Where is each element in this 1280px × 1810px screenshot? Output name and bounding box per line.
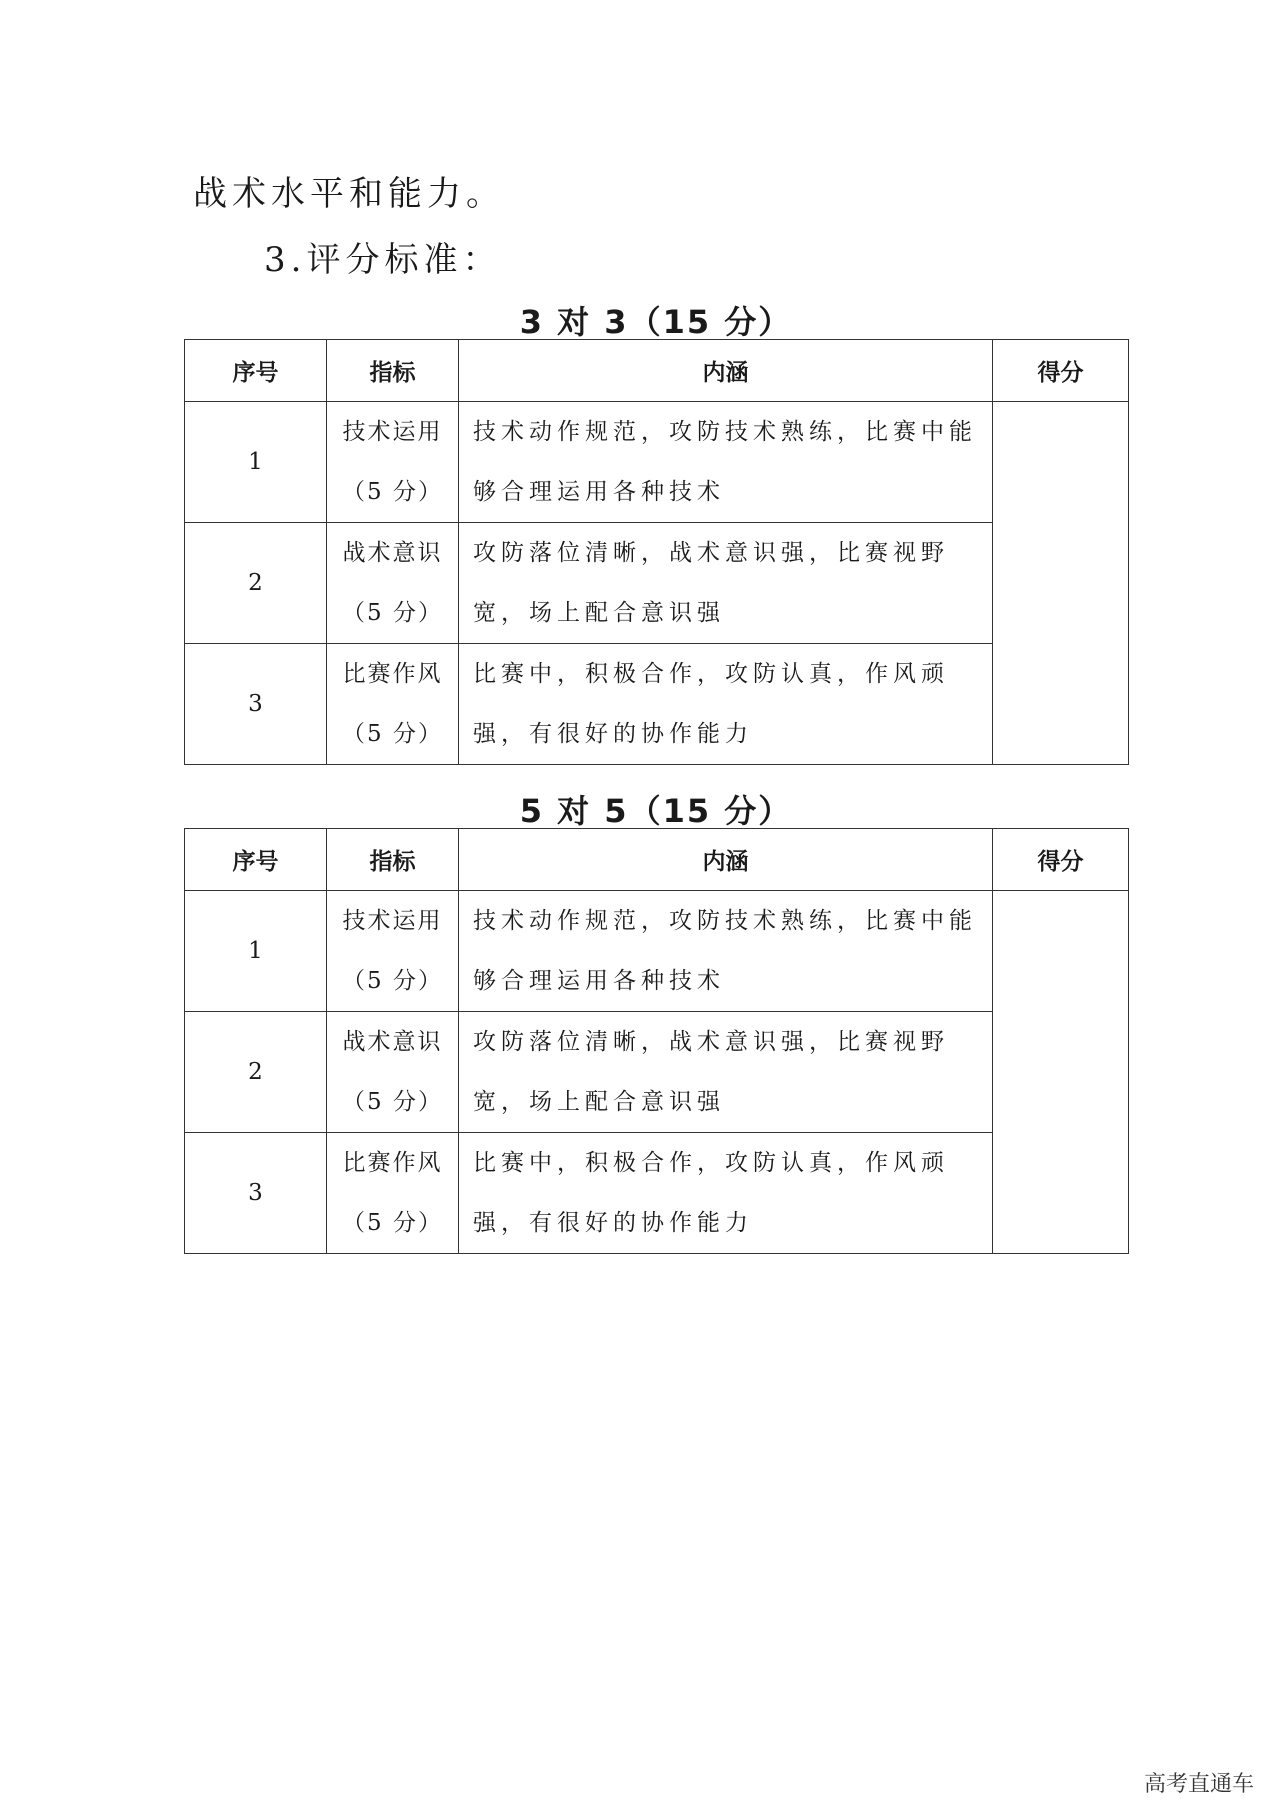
table-header-row <box>185 340 1129 402</box>
header-seq: 序号 <box>185 340 327 402</box>
row-number: 3 <box>185 644 327 765</box>
indicator-points: （5 分） <box>342 1210 443 1236</box>
indicator-points: （5 分） <box>342 721 443 747</box>
indicator-points: （5 分） <box>342 600 443 626</box>
watermark-text: 高考直通车 <box>1143 1772 1254 1797</box>
row-number: 2 <box>185 1012 327 1133</box>
score-cell[interactable] <box>993 402 1129 765</box>
header-content: 内涵 <box>459 829 993 891</box>
indicator-cell <box>327 1133 459 1254</box>
content-cell: 比赛中，积极合作，攻防认真，作风顽强，有很好的协作能力 <box>459 644 993 765</box>
content-cell: 技术动作规范，攻防技术熟练，比赛中能够合理运用各种技术 <box>459 891 993 1012</box>
table-title-3v3: 3 对 3（15 分） <box>519 303 793 341</box>
table-row <box>185 523 1129 644</box>
content-cell: 攻防落位清晰，战术意识强，比赛视野宽，场上配合意识强 <box>459 1012 993 1133</box>
header-content: 内涵 <box>459 340 993 402</box>
table-row <box>185 1133 1129 1254</box>
header-indicator: 指标 <box>327 829 459 891</box>
table-row <box>185 402 1129 523</box>
indicator-label: 技术运用 <box>342 908 443 934</box>
table-row <box>185 891 1129 1012</box>
indicator-label: 比赛作风 <box>342 1150 443 1176</box>
paragraph-continuation: 战术水平和能力。 <box>193 174 505 214</box>
indicator-cell <box>327 891 459 1012</box>
indicator-label: 比赛作风 <box>342 661 443 687</box>
indicator-cell <box>327 523 459 644</box>
indicator-cell <box>327 644 459 765</box>
indicator-label: 战术意识 <box>342 1029 443 1055</box>
table-row <box>185 644 1129 765</box>
table-title-5v5: 5 对 5（15 分） <box>519 792 793 830</box>
content-cell: 技术动作规范，攻防技术熟练，比赛中能够合理运用各种技术 <box>459 402 993 523</box>
header-score: 得分 <box>993 829 1129 891</box>
section-heading-scoring-criteria: 3.评分标准： <box>264 240 502 280</box>
row-number: 1 <box>185 891 327 1012</box>
scoring-table-5v5 <box>184 828 1129 1254</box>
header-seq: 序号 <box>185 829 327 891</box>
row-number: 2 <box>185 523 327 644</box>
table-row <box>185 1012 1129 1133</box>
header-score: 得分 <box>993 340 1129 402</box>
table-header-row <box>185 829 1129 891</box>
indicator-label: 技术运用 <box>342 419 443 445</box>
row-number: 1 <box>185 402 327 523</box>
score-cell[interactable] <box>993 891 1129 1254</box>
indicator-points: （5 分） <box>342 479 443 505</box>
indicator-points: （5 分） <box>342 1089 443 1115</box>
indicator-cell <box>327 402 459 523</box>
content-cell: 攻防落位清晰，战术意识强，比赛视野宽，场上配合意识强 <box>459 523 993 644</box>
scoring-table-3v3 <box>184 339 1129 765</box>
indicator-points: （5 分） <box>342 968 443 994</box>
content-cell: 比赛中，积极合作，攻防认真，作风顽强，有很好的协作能力 <box>459 1133 993 1254</box>
row-number: 3 <box>185 1133 327 1254</box>
header-indicator: 指标 <box>327 340 459 402</box>
indicator-cell <box>327 1012 459 1133</box>
indicator-label: 战术意识 <box>342 540 443 566</box>
